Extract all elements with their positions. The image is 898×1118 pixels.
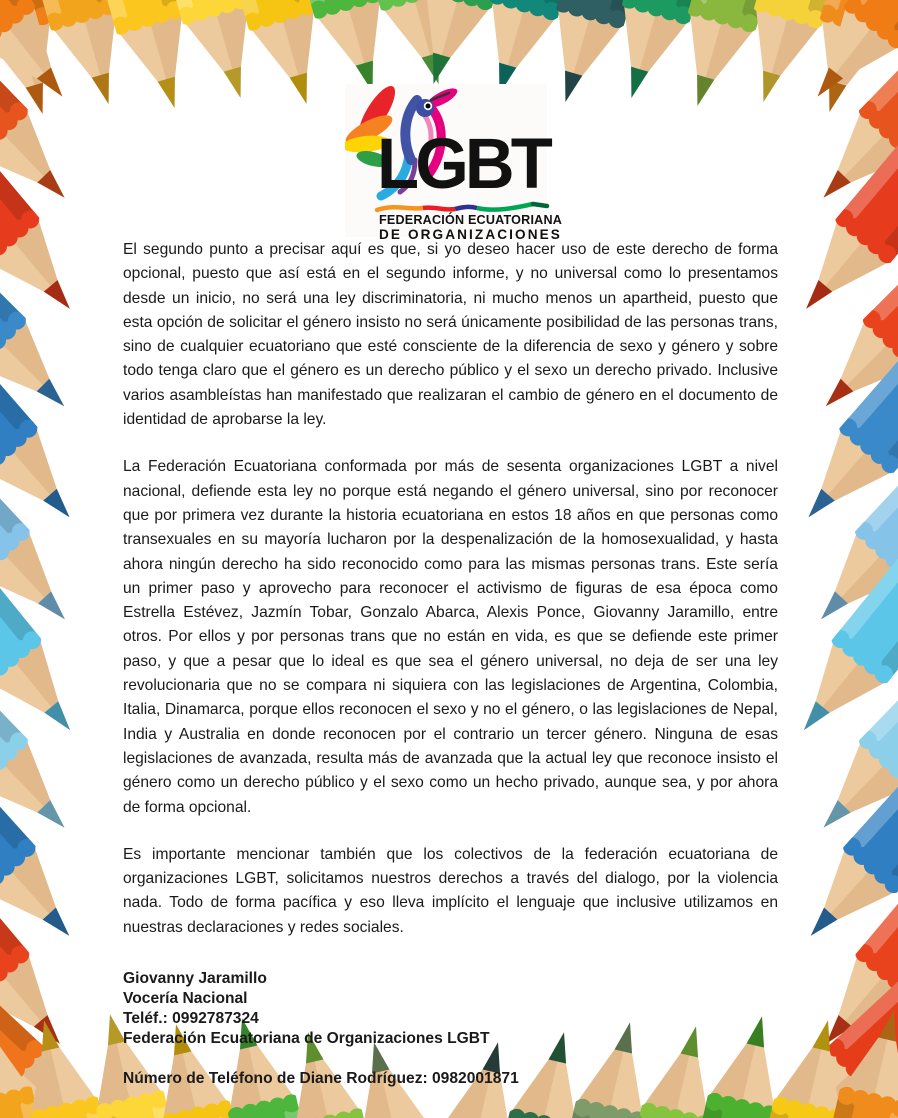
- lgbt-federation-logo: [345, 84, 563, 242]
- signature-role: Vocería Nacional: [123, 990, 248, 1008]
- signature-contact-line: Número de Teléfono de Diane Rodríguez: 0982001871: [123, 1070, 519, 1088]
- body-paragraph-2: La Federación Ecuatoriana conformada por más de sesenta organizaciones LGBT a nivel nacional, defiende esta ley no porque está negando el género universal, sino por reconocer que por primera vez durante la historia ecuatoriana en estos 18 años en que personas como transexuales en su mayoría lucharon por la despenalización de la homosexualidad, y hasta ahora ningún derecho ha sido reconocido como para las mismas personas trans. Este sería un primer paso y aprovecho para reconocer el activismo de figuras de esa época como Estrella Estévez, Jazmín Tobar, Gonzalo Abarca, Alexis Ponce, Giovanny Jaramillo, entre otros. Por ellos y por personas trans que no están en vida, es que se defiende este primer paso, y que a pesar que lo ideal es que sea el género universal, no deja de ser una ley revolucionaria que no se compara ni siquiera con las legislaciones de Argentina, Colombia, Italia, Dinamarca, porque ellos reconocen el sexo y no el género, o las legislaciones de Nepal, India y Australia en donde reconocen por el contrario un tercer género. Ninguna de esas legislaciones de avanzada, resulta más de avanzada que la actual ley que reconoce insisto el género como un derecho público y el sexo como un hecho privado, aunque sea, y por ahora de forma opcional.: [123, 458, 778, 816]
- body-paragraph-1: El segundo punto a precisar aquí es que, si yo deseo hacer uso de este derecho de forma opcional, puesto que así está en el segundo informe, y no universal como lo presentamos desde un inicio, no será una ley discriminatoria, ni mucho menos un apartheid, puesto que esta opción de solicitar el género insisto no será únicamente posibilidad de las personas trans, sino de cualquier ecuatoriano que esté consciente de la diferencia de sexo y género y sobre todo tenga claro que el género es un derecho público y el sexo un derecho privado. Inclusive varios asambleístas han manifestado que realizaran el cambio de género en el documento de identidad de aprobarse la ley.: [123, 241, 778, 429]
- signature-name: Giovanny Jaramillo: [123, 970, 267, 988]
- logo-org-line2: DE ORGANIZACIONES: [379, 227, 562, 242]
- logo-org-line1: FEDERACIÓN ECUATORIANA: [379, 213, 563, 227]
- body-paragraph-3: Es importante mencionar también que los colectivos de la federación ecuatoriana de organizaciones LGBT, solicitamos nuestros derechos a través del dialogo, por la violencia nada. Todo de forma pacífica y eso lleva implícito el lenguaje que inclusive utilizamos en nuestras declaraciones y redes sociales.: [123, 845, 778, 936]
- logo-acronym: LGBT: [377, 125, 549, 204]
- signature-phone: Teléf.: 0992787324: [123, 1010, 259, 1028]
- signature-org: Federación Ecuatoriana de Organizaciones LGBT: [123, 1030, 490, 1048]
- signature-block: [123, 969, 778, 1089]
- letter-body: [123, 238, 778, 1089]
